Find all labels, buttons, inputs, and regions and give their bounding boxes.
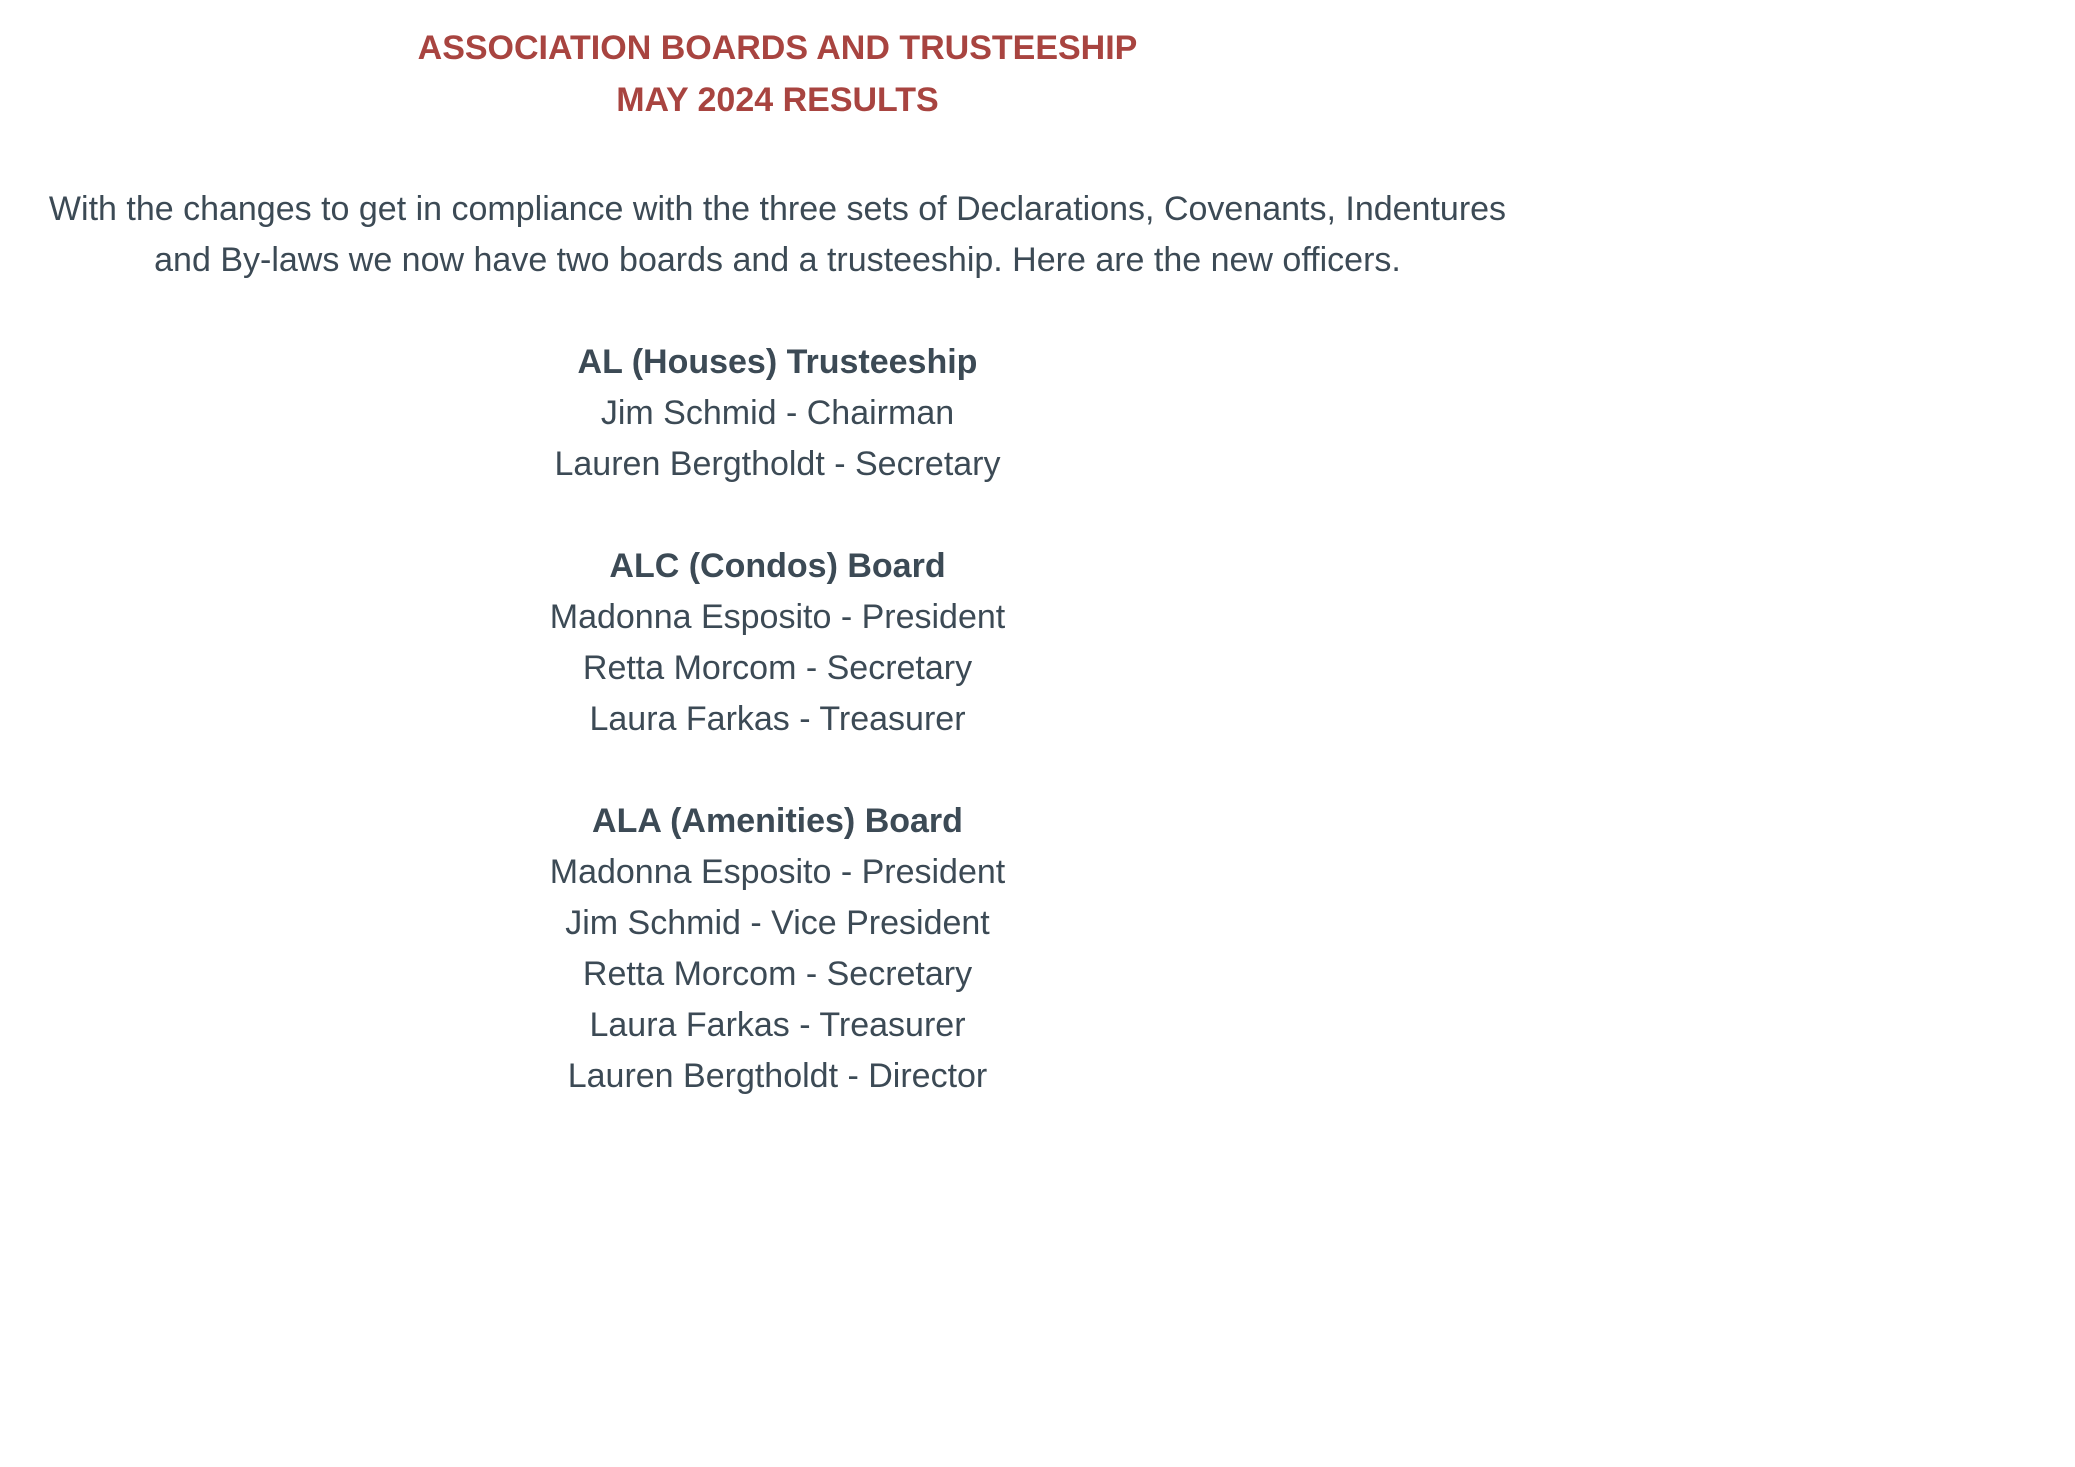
title-line-1: ASSOCIATION BOARDS AND TRUSTEESHIP — [417, 29, 1138, 67]
intro-line-2: and By-laws we now have two boards and a trusteeship. Here are the new officers. — [154, 241, 1401, 279]
title-line-2: MAY 2024 RESULTS — [616, 81, 939, 119]
group-al-trusteeship — [0, 337, 1555, 490]
member-line: Lauren Bergtholdt - Secretary — [554, 445, 1001, 483]
member-line: Jim Schmid - Chairman — [600, 394, 955, 432]
member-line: Retta Morcom - Secretary — [582, 955, 973, 993]
group-alc-board — [0, 541, 1555, 745]
page-title — [0, 0, 1555, 126]
member-line: Laura Farkas - Treasurer — [589, 1006, 966, 1044]
member-line: Madonna Esposito - President — [549, 853, 1006, 891]
group-heading: AL (Houses) Trusteeship — [577, 343, 978, 381]
group-heading: ALC (Condos) Board — [609, 547, 946, 585]
member-line: Jim Schmid - Vice President — [565, 904, 990, 942]
member-line: Madonna Esposito - President — [549, 598, 1006, 636]
intro-line-1: With the changes to get in compliance with the three sets of Declarations, Covenants, Indentures — [48, 190, 1507, 228]
group-heading: ALA (Amenities) Board — [592, 802, 963, 840]
member-line: Lauren Bergtholdt - Director — [567, 1057, 988, 1095]
member-line: Retta Morcom - Secretary — [582, 649, 973, 687]
member-line: Laura Farkas - Treasurer — [589, 700, 966, 738]
intro-paragraph — [0, 184, 1555, 286]
group-ala-board — [0, 796, 1555, 1102]
